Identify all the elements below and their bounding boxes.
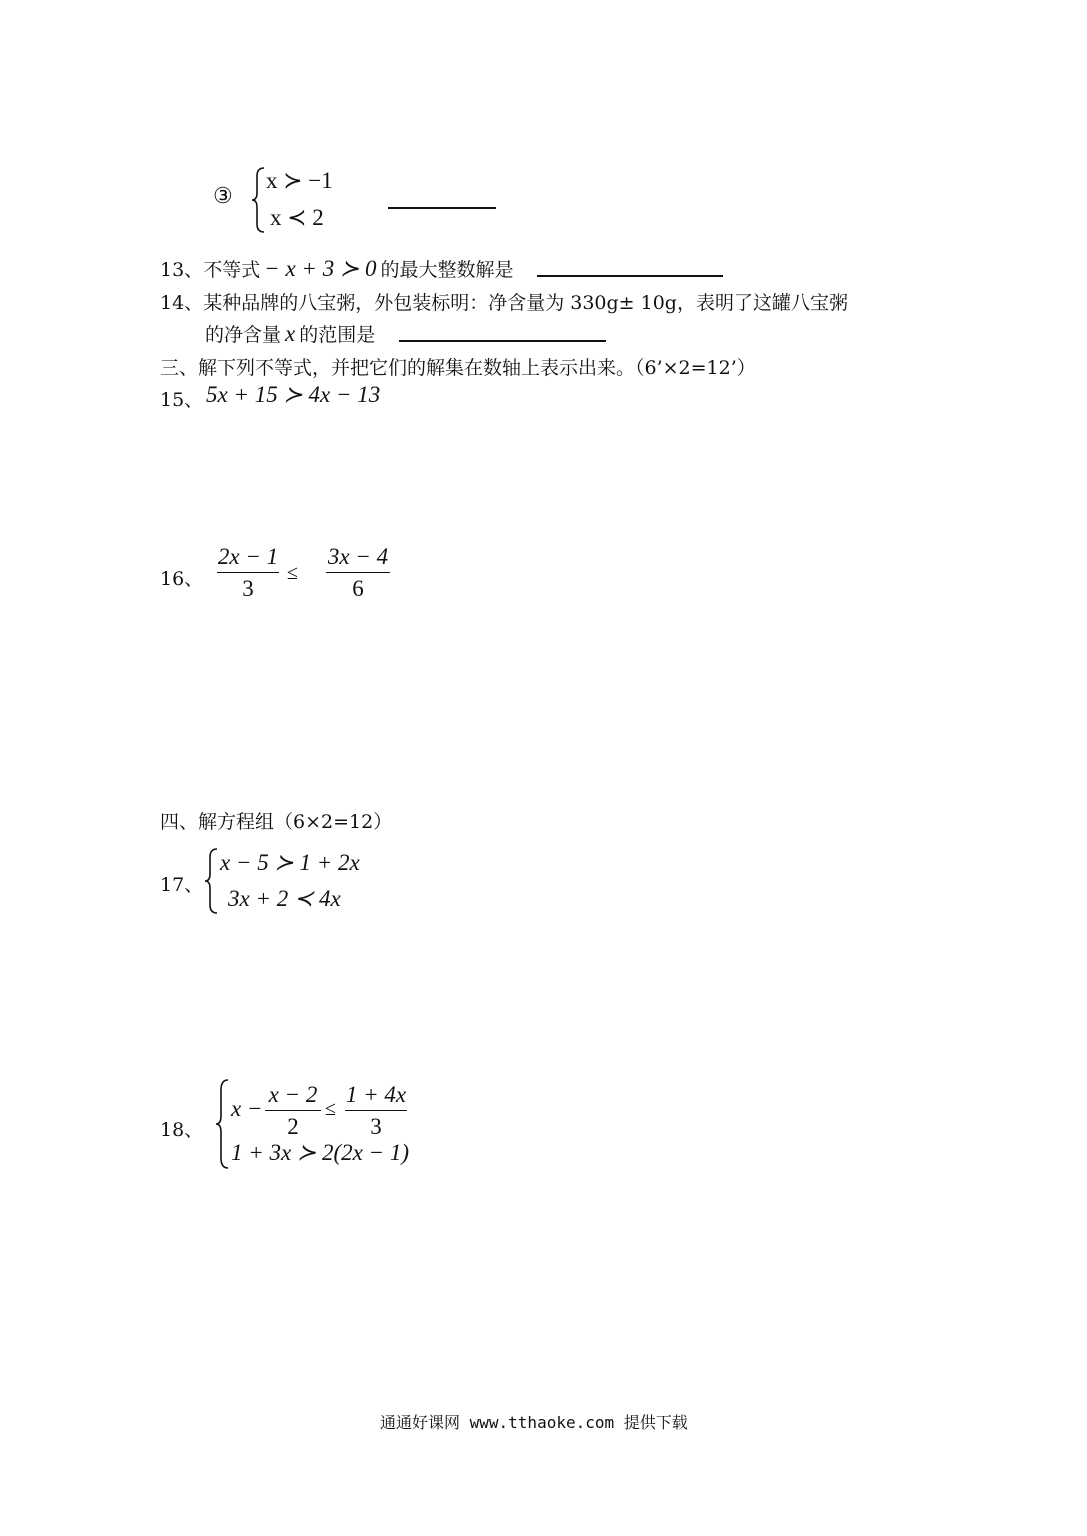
leq-operator: ≤ [287, 562, 298, 584]
q17-line2: 3x + 2 ≺ 4x [228, 886, 341, 911]
q12-3-line2: x ≺ 2 [270, 205, 324, 230]
q18-lead: x − [231, 1096, 263, 1121]
question-number: 13、 [160, 259, 204, 281]
question-number-16: 16、 [160, 568, 204, 590]
question-number: 14、 [160, 292, 204, 314]
inequality: − x + 3 ≻ 0 [264, 256, 377, 281]
fraction-right: 3x − 4 6 [327, 544, 389, 601]
section-heading-4: 四、解方程组（6×2=12） [160, 811, 393, 833]
question-number-18: 18、 [160, 1119, 204, 1141]
fraction-1: x − 2 2 [265, 1082, 321, 1140]
section-heading-3: 三、解下列不等式，并把它们的解集在数轴上表示出来。（6’×2=12’） [160, 357, 756, 379]
question-number-15: 15、 [160, 389, 204, 411]
answer-blank-12-3[interactable] [388, 207, 496, 209]
question-text: 不等式 [203, 259, 261, 281]
page-footer: 通通好课网 www.tthaoke.com 提供下载 [380, 1413, 688, 1432]
fraction-2: 1 + 4x 3 [345, 1082, 407, 1139]
question-text: 的最大整数解是 [380, 259, 514, 281]
question-13 [160, 255, 514, 282]
left-brace [250, 166, 266, 234]
answer-blank-14[interactable] [399, 340, 606, 342]
question-number-17: 17、 [160, 874, 204, 896]
item-marker-3: ③ [213, 184, 233, 209]
answer-blank-13[interactable] [537, 275, 723, 277]
q12-3-line1: x ≻ −1 [266, 168, 333, 193]
left-brace [214, 1078, 230, 1170]
question-14 [160, 288, 848, 315]
q18-line2: 1 + 3x ≻ 2(2x − 1) [231, 1140, 410, 1165]
inequality-15: 5x + 15 ≻ 4x − 13 [206, 382, 381, 407]
q17-line1: x − 5 ≻ 1 + 2x [220, 850, 360, 875]
question-14-line2: 的净含量 x 的范围是 [205, 321, 376, 346]
left-brace [203, 847, 219, 915]
question-text: 某种品牌的八宝粥，外包装标明：净含量为 330g± 10g，表明了这罐八宝粥 [203, 292, 848, 314]
leq-operator: ≤ [325, 1098, 336, 1120]
fraction-left: 2x − 1 3 [217, 544, 279, 601]
